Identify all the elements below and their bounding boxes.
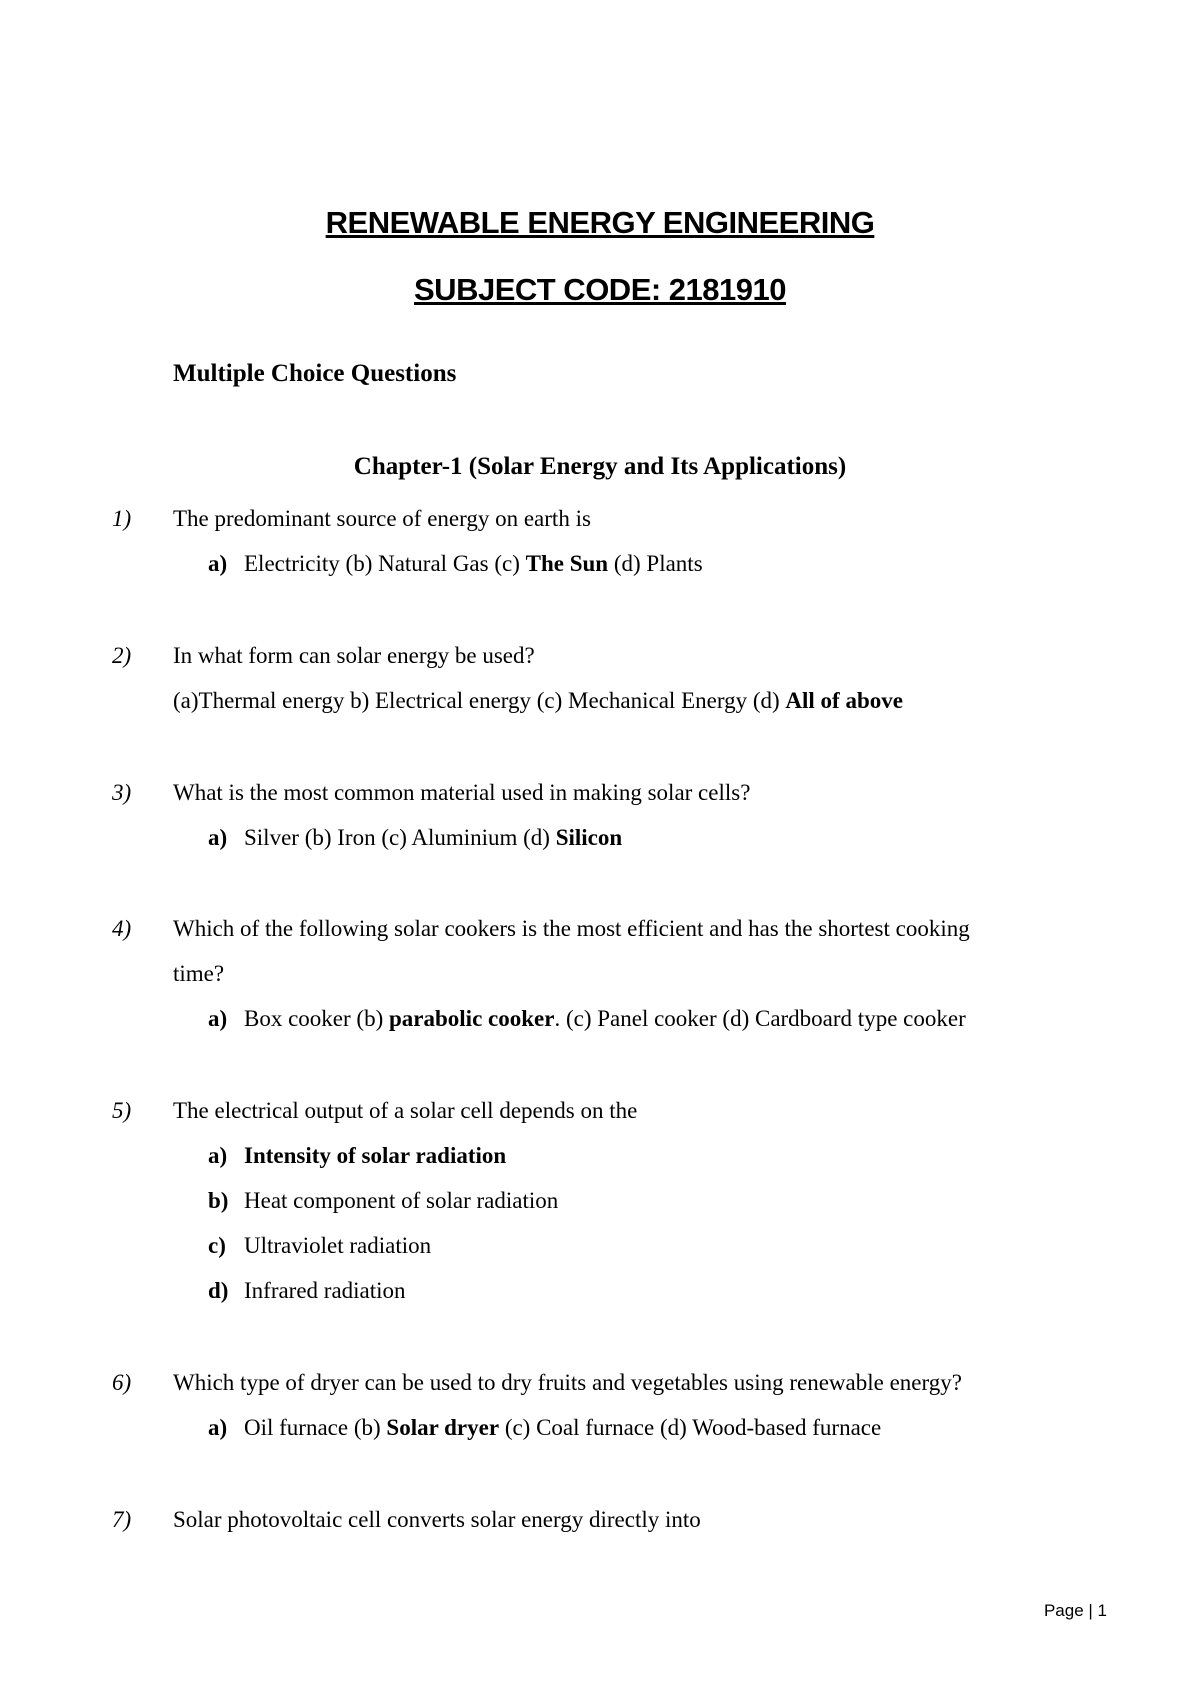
option-text: Box cooker (b) [244,1006,389,1031]
chapter-heading: Chapter-1 (Solar Energy and Its Applications) [353,453,847,480]
correct-answer: The Sun [525,551,609,576]
section-heading: Multiple Choice Questions [173,360,457,387]
option-text: (c) Coal furnace (d) Wood-based furnace [499,1415,882,1440]
option-text: Silver (b) Iron (c) Aluminium (d) [244,825,556,850]
option-text: Ultraviolet radiation [244,1233,432,1258]
option-letter: a) [208,551,228,576]
option-letter: a) [208,1415,228,1440]
option-letter: d) [208,1278,229,1303]
question-text: The electrical output of a solar cell depends on the [173,1098,638,1123]
question-options [208,551,703,577]
question-text: In what form can solar energy be used? [173,643,535,668]
question-number: 5) [112,1098,132,1123]
page-number: Page | 1 [1043,1601,1107,1620]
correct-answer: parabolic cooker [389,1006,555,1031]
subject-code: SUBJECT CODE: 2181910 [414,272,786,307]
question-text: Which type of dryer can be used to dry fruits and vegetables using renewable energy? [173,1370,962,1395]
question-number: 1) [112,506,132,531]
option-item [208,1188,558,1214]
question-number: 6) [112,1370,132,1395]
option-letter: c) [208,1233,226,1258]
option-item [208,1143,506,1169]
question-number: 3) [112,780,132,805]
option-letter: a) [208,1143,228,1168]
question-options [208,825,622,851]
question-text: Solar photovoltaic cell converts solar energy directly into [173,1507,701,1532]
question-options [173,688,903,714]
question-number: 7) [112,1507,132,1532]
correct-answer: All of above [785,688,903,713]
question-number: 2) [112,643,132,668]
question-number: 4) [112,916,132,941]
correct-answer: Intensity of solar radiation [244,1143,507,1168]
correct-answer: Silicon [555,825,623,850]
option-letter: a) [208,1006,228,1031]
option-text: Oil furnace (b) [244,1415,387,1440]
option-text: (d) Plants [608,551,703,576]
correct-answer: Solar dryer [386,1415,500,1440]
question-text-continued: time? [173,961,225,986]
option-text: Infrared radiation [244,1278,406,1303]
option-letter: b) [208,1188,229,1213]
document-title: RENEWABLE ENERGY ENGINEERING [325,205,875,240]
question-options [208,1415,881,1441]
option-text: Electricity (b) Natural Gas (c) [244,551,526,576]
option-item [208,1278,406,1304]
question-text: Which of the following solar cookers is the most efficient and has the shortest cooking [173,916,970,941]
option-text: . (c) Panel cooker (d) Cardboard type cooker [554,1006,966,1031]
option-text: Heat component of solar radiation [244,1188,559,1213]
option-item [208,1233,431,1259]
question-text: The predominant source of energy on earth is [173,506,591,531]
option-text: (a)Thermal energy b) Electrical energy (c) Mechanical Energy (d) [173,688,786,713]
option-letter: a) [208,825,228,850]
question-text: What is the most common material used in making solar cells? [173,780,751,805]
question-options [208,1006,966,1032]
